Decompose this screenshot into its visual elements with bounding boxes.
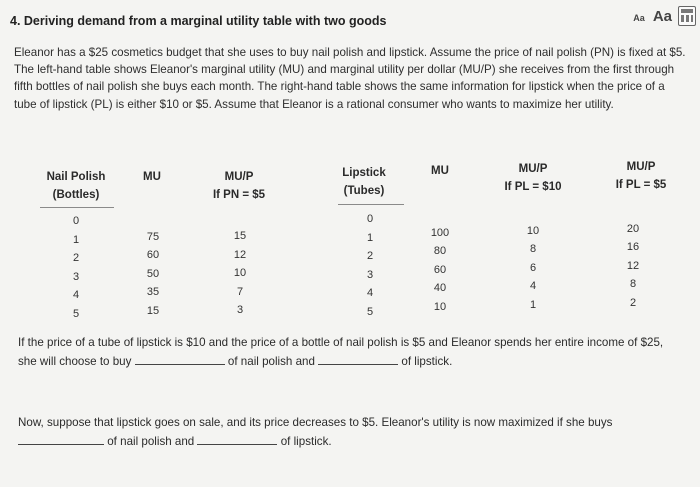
nail-polish-mup-cell: 15 bbox=[233, 230, 247, 242]
problem-header bbox=[6, 6, 694, 34]
nail-polish-mu-header bbox=[130, 168, 174, 186]
lipstick-header-line2: (Tubes) bbox=[343, 185, 385, 197]
nail-polish-header-underline bbox=[40, 207, 114, 208]
lipstick-mup10-cell: 10 bbox=[526, 225, 540, 237]
lipstick-mup10-header bbox=[484, 160, 582, 196]
nail-polish-mu-cell: 35 bbox=[146, 286, 160, 299]
nail-polish-mup-cell: 3 bbox=[236, 304, 244, 317]
lipstick-quantity-cell: 0 bbox=[366, 213, 374, 225]
nail-polish-mu-cell: 60 bbox=[146, 249, 160, 262]
lipstick-mup10-cell: 8 bbox=[529, 243, 537, 256]
nail-polish-mup-header-line2: If PN = $5 bbox=[212, 189, 266, 201]
nail-polish-quantity-cell: 4 bbox=[72, 289, 80, 302]
lipstick-header-underline bbox=[338, 204, 404, 205]
font-size-controls bbox=[633, 8, 672, 25]
q1-lipstick-blank[interactable] bbox=[318, 352, 398, 365]
lipstick-quantity-cell: 3 bbox=[366, 268, 374, 281]
lipstick-mup5-header-line1: MU/P bbox=[626, 161, 656, 173]
lipstick-mup5-cell: 12 bbox=[626, 259, 640, 272]
lipstick-mup5-cell: 2 bbox=[629, 296, 637, 309]
question-2-text-part1: Now, suppose that lipstick goes on sale, and its price decreases to $5. Eleanor's utility is now maximized if she buys bbox=[18, 416, 613, 429]
nail-polish-mu-cell: 50 bbox=[146, 267, 160, 280]
nail-polish-quantity-cell: 3 bbox=[72, 270, 80, 283]
lipstick-quantity-cell: 4 bbox=[366, 287, 374, 300]
problem-title: 4. Deriving demand from a marginal utility table with two goods bbox=[10, 14, 387, 28]
lipstick-mu-header bbox=[418, 162, 462, 180]
nail-polish-quantity-cell: 5 bbox=[72, 308, 80, 320]
lipstick-mup5-header-line2: If PL = $5 bbox=[615, 179, 667, 191]
q2-lipstick-blank[interactable] bbox=[197, 432, 277, 445]
question-1-text-part1: If the price of a tube of lipstick is $10 and the price of a bottle of nail polish is $5 and Eleanor spends her entire income of $25, she will choose to buy bbox=[18, 336, 664, 368]
question-1 bbox=[18, 334, 682, 370]
question-2 bbox=[18, 414, 694, 451]
increase-font-button[interactable]: Aa bbox=[652, 8, 672, 25]
question-2-text-part3: of lipstick. bbox=[280, 435, 332, 448]
lipstick-mup10-header-line1: MU/P bbox=[518, 163, 548, 175]
nail-polish-mu-cell: 75 bbox=[146, 231, 160, 243]
nail-polish-mup-cell: 10 bbox=[233, 267, 247, 280]
lipstick-mup10-cell: 1 bbox=[529, 298, 537, 311]
utility-tables bbox=[0, 160, 700, 330]
lipstick-quantity-cell: 2 bbox=[366, 250, 374, 263]
nail-polish-quantity-cell: 1 bbox=[72, 233, 80, 246]
lipstick-quantity-cell: 1 bbox=[366, 231, 374, 244]
q1-nail-polish-blank[interactable] bbox=[135, 352, 225, 365]
lipstick-mup5-cell: 20 bbox=[626, 223, 640, 235]
lipstick-header bbox=[322, 164, 406, 200]
calculator-icon[interactable] bbox=[678, 6, 696, 26]
nail-polish-quantity-cell: 2 bbox=[72, 252, 80, 265]
lipstick-mu-cell: 100 bbox=[430, 227, 450, 239]
lipstick-mup5-cell: 16 bbox=[626, 241, 640, 254]
nail-polish-mu-cell: 15 bbox=[146, 304, 160, 317]
nail-polish-header bbox=[28, 168, 124, 204]
lipstick-mup10-cell: 6 bbox=[529, 261, 537, 274]
lipstick-mu-cell: 10 bbox=[433, 300, 447, 313]
lipstick-mu-cell: 40 bbox=[433, 282, 447, 295]
nail-polish-header-line2: (Bottles) bbox=[52, 189, 100, 201]
lipstick-mu-header-line1: MU bbox=[431, 165, 449, 177]
nail-polish-header-line1: Nail Polish bbox=[46, 171, 106, 183]
nail-polish-mup-cell: 12 bbox=[233, 248, 247, 261]
lipstick-mu-cell: 60 bbox=[433, 263, 447, 276]
problem-intro: Eleanor has a $25 cosmetics budget that she uses to buy nail polish and lipstick. Assume the price of nail polish (PN) is fixed at $5. The left-hand table shows Eleanor's marginal utility (MU) and marginal utility per dollar (MU/P) she receives from the first through fifth bottles of nail polish she buys each month. The right-hand table shows the same information for lipstick when the price of a tube of lipstick (PL) is either $10 or $5. Assume that Eleanor is a rational consumer who wants to maximize her utility. bbox=[14, 46, 686, 111]
lipstick-mup10-header-line2: If PL = $10 bbox=[504, 181, 562, 193]
lipstick-mup5-header bbox=[596, 158, 686, 194]
nail-polish-mup-header-line1: MU/P bbox=[224, 171, 254, 183]
nail-polish-quantity-cell: 0 bbox=[72, 215, 80, 227]
nail-polish-mu-header-line1: MU bbox=[143, 171, 161, 183]
lipstick-mup10-cell: 4 bbox=[529, 280, 537, 293]
nail-polish-mup-header bbox=[196, 168, 282, 204]
question-1-text-part2: of nail polish and bbox=[227, 354, 315, 368]
q2-nail-polish-blank[interactable] bbox=[18, 432, 104, 445]
nail-polish-mup-cell: 7 bbox=[236, 285, 244, 298]
lipstick-quantity-cell: 5 bbox=[366, 306, 374, 318]
lipstick-header-line1: Lipstick bbox=[342, 167, 386, 179]
question-2-text-part2: of nail polish and bbox=[107, 435, 195, 448]
question-1-text-part3: of lipstick. bbox=[401, 354, 453, 368]
lipstick-mup5-cell: 8 bbox=[629, 278, 637, 291]
lipstick-mu-cell: 80 bbox=[433, 245, 447, 258]
decrease-font-button[interactable]: Aa bbox=[633, 13, 645, 23]
